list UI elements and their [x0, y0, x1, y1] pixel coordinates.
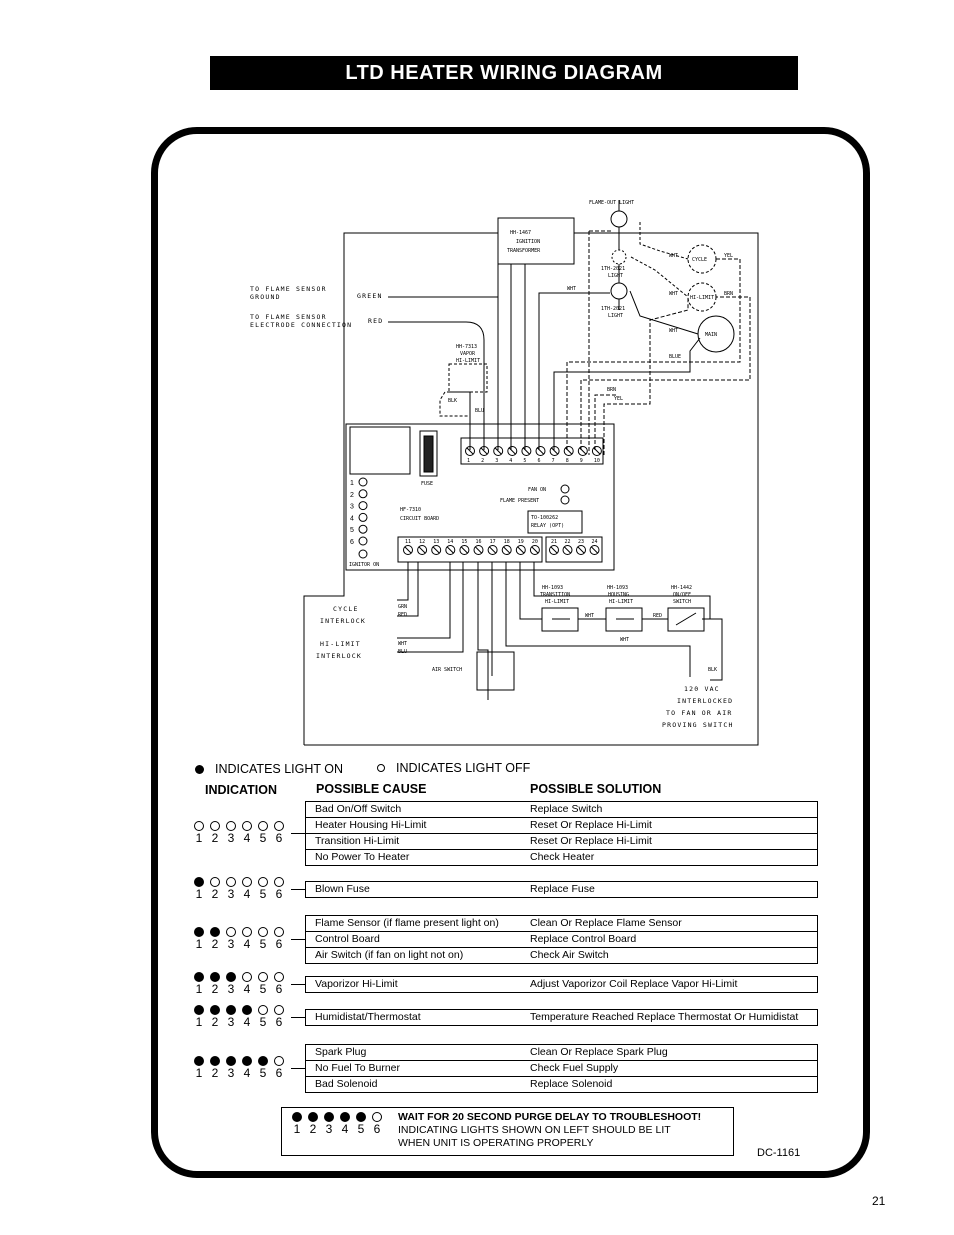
air-switch-label: AIR SWITCH	[432, 667, 463, 673]
wire-blk-1: BLK	[448, 398, 458, 404]
cause-group-3	[305, 915, 818, 964]
light-on-icon	[210, 1005, 220, 1015]
onoff-label-2: ON/OFF	[673, 592, 692, 598]
light-off-icon	[210, 877, 220, 887]
hi-limit-interlock-label-1: HI-LIMIT	[320, 640, 361, 648]
housing-label-2: HOUSING	[608, 592, 630, 598]
onoff-label-1: HH-1442	[671, 585, 693, 591]
light-on-icon	[210, 927, 220, 937]
cause-cell: No Power To Heater	[315, 851, 410, 863]
cause-cell: Air Switch (if fan on light not on)	[315, 949, 464, 961]
cause-cell: Bad On/Off Switch	[315, 803, 402, 815]
wire-blue: BLUE	[669, 354, 682, 360]
terminal-number: 16	[475, 539, 482, 545]
terminal-number: 7	[551, 458, 555, 464]
wire-wht-6: WHT	[585, 613, 595, 619]
light-off-icon	[226, 927, 236, 937]
light-off-icon	[274, 877, 284, 887]
vapor-hi-limit	[449, 364, 487, 392]
indicator-number: 3	[325, 1122, 333, 1136]
indicator-number: 2	[211, 937, 219, 951]
cause-group-2	[305, 881, 818, 898]
status-led	[359, 490, 367, 498]
cause-cell: Spark Plug	[315, 1046, 367, 1058]
main-label: MAIN	[705, 332, 718, 338]
indicator-number: 5	[259, 937, 267, 951]
cause-group-4	[305, 976, 818, 993]
indicator-number: 4	[243, 1015, 251, 1029]
indicator-number: 4	[243, 887, 251, 901]
connector-line	[291, 939, 305, 940]
light-off-icon	[258, 821, 268, 831]
light-on-icon	[324, 1112, 334, 1122]
table-row	[306, 818, 817, 834]
indicator-number: 5	[259, 1015, 267, 1029]
cause-cell: Humidistat/Thermostat	[315, 1011, 421, 1023]
transformer-label-1: HH-1467	[510, 230, 532, 236]
solution-header: POSSIBLE SOLUTION	[530, 782, 662, 796]
solution-cell: Replace Switch	[530, 803, 603, 815]
indicator-number: 2	[211, 1015, 219, 1029]
terminal-number: 9	[579, 458, 583, 464]
note-line-3: WHEN UNIT IS OPERATING PROPERLY	[398, 1137, 594, 1149]
light-2	[611, 283, 627, 299]
power-note-2: INTERLOCKED	[677, 697, 734, 705]
terminal-number: 23	[578, 539, 585, 545]
light-on-icon	[242, 1056, 252, 1066]
terminal-number: 12	[419, 539, 426, 545]
wire-wht-1: WHT	[669, 253, 679, 259]
light-off-icon	[226, 877, 236, 887]
indicator-number: 2	[211, 1066, 219, 1080]
light-off-icon	[242, 927, 252, 937]
solution-cell: Reset Or Replace Hi-Limit	[530, 819, 652, 831]
wire-brn-2: BRN	[607, 387, 617, 393]
cycle-interlock-label-1: CYCLE	[333, 605, 359, 613]
connector-line	[291, 984, 305, 985]
terminal-number: 19	[517, 539, 524, 545]
legend-on-label: INDICATES LIGHT ON	[215, 762, 344, 776]
indicator-lights-5	[194, 1005, 294, 1029]
wire-wht-5: WHT	[398, 641, 408, 647]
indicator-number: 6	[275, 1066, 283, 1080]
indicator-number: 3	[227, 831, 235, 845]
vapor-hi-limit-label-1: HH-7313	[456, 344, 478, 350]
status-led	[359, 513, 367, 521]
led-number: 6	[350, 539, 354, 546]
indicator-number: 1	[195, 982, 203, 996]
indicator-number: 2	[211, 982, 219, 996]
terminal-number: 13	[433, 539, 440, 545]
terminal-number: 8	[565, 458, 569, 464]
light-on-icon	[340, 1112, 350, 1122]
table-row	[306, 850, 817, 865]
transformer-label-3: TRANSFORMER	[507, 248, 541, 254]
light-on-icon	[194, 877, 204, 887]
solution-cell: Check Fuel Supply	[530, 1062, 619, 1074]
indicator-number: 6	[275, 831, 283, 845]
flame-present-label: FLAME PRESENT	[500, 498, 540, 504]
indicator-number: 1	[195, 831, 203, 845]
legend-off	[377, 761, 530, 775]
cause-cell: No Fuel To Burner	[315, 1062, 401, 1074]
table-row	[306, 882, 817, 897]
light-on-icon	[226, 1005, 236, 1015]
wire-wht-4: WHT	[567, 286, 577, 292]
fan-on-led	[561, 485, 569, 493]
terminal-number: 22	[564, 539, 571, 545]
cause-cell: Vaporizor Hi-Limit	[315, 978, 398, 990]
cause-group-6	[305, 1044, 818, 1093]
indicator-number: 6	[275, 887, 283, 901]
light-on-icon	[242, 1005, 252, 1015]
fan-on-label: FAN ON	[528, 487, 547, 493]
red-wire-label: RED	[368, 317, 384, 325]
light-2-label-2: LIGHT	[608, 313, 624, 319]
indicator-lights-6	[194, 1056, 294, 1080]
led-number: 2	[350, 491, 354, 499]
connector-line	[291, 1017, 305, 1018]
terminal-number: 21	[551, 539, 558, 545]
indicator-number: 3	[227, 937, 235, 951]
solution-cell: Reset Or Replace Hi-Limit	[530, 835, 652, 847]
green-wire-label: GREEN	[357, 292, 383, 300]
indicator-number: 6	[275, 1015, 283, 1029]
housing-label-1: HH-1093	[607, 585, 629, 591]
transformer-label-2: IGNITION	[516, 239, 541, 245]
indicator-number: 1	[195, 1066, 203, 1080]
terminal-number: 17	[489, 539, 496, 545]
wire-blk-2: BLK	[708, 667, 718, 673]
table-row	[306, 1045, 817, 1061]
connector-line	[291, 889, 305, 890]
page-number: 21	[872, 1194, 886, 1208]
wire-yel-1: YEL	[724, 253, 734, 259]
wire-red-1: RED	[398, 612, 408, 618]
indicator-number: 3	[227, 1015, 235, 1029]
terminal-number: 6	[537, 458, 541, 464]
solution-cell: Adjust Vaporizor Coil Replace Vapor Hi-Limit	[530, 978, 738, 990]
flame-out-light-label: FLAME-OUT LIGHT	[589, 200, 635, 206]
cause-cell: Blown Fuse	[315, 883, 370, 895]
indicator-number: 4	[243, 982, 251, 996]
light-on-icon	[308, 1112, 318, 1122]
power-note-1: 120 VAC	[684, 685, 720, 693]
light-on-icon	[258, 1056, 268, 1066]
table-row	[306, 802, 817, 818]
indicator-number: 1	[195, 1015, 203, 1029]
solution-cell: Temperature Reached Replace Thermostat Or Humidistat	[530, 1011, 799, 1023]
indicator-number: 3	[227, 887, 235, 901]
solution-cell: Check Heater	[530, 851, 595, 863]
power-note-4: PROVING SWITCH	[662, 721, 734, 729]
wire-red-2: RED	[653, 613, 663, 619]
indicator-number: 5	[357, 1122, 365, 1136]
solution-cell: Replace Control Board	[530, 933, 637, 945]
light-on-icon	[210, 1056, 220, 1066]
note-line-2: INDICATING LIGHTS SHOWN ON LEFT SHOULD BE LIT	[398, 1124, 671, 1136]
onoff-label-3: SWITCH	[673, 599, 692, 605]
cause-cell: Transition Hi-Limit	[315, 835, 400, 847]
relay-label-2: RELAY (OPT)	[531, 523, 565, 529]
terminal-number: 3	[495, 458, 499, 464]
indicator-number: 6	[275, 937, 283, 951]
light-on-icon	[226, 1056, 236, 1066]
indicator-number: 1	[293, 1122, 301, 1136]
light-1-label-1: 1TH-2021	[601, 266, 626, 272]
wire-wht-3: WHT	[669, 328, 679, 334]
indicator-number: 1	[195, 937, 203, 951]
connector-line	[291, 833, 305, 834]
flame-present-led	[561, 496, 569, 504]
light-1	[612, 250, 626, 264]
indicator-number: 4	[243, 937, 251, 951]
indicator-number: 3	[227, 982, 235, 996]
table-row	[306, 916, 817, 932]
light-off-icon	[242, 972, 252, 982]
terminal-number: 20	[531, 539, 538, 545]
transition-label-1: HH-1093	[542, 585, 564, 591]
cause-header: POSSIBLE CAUSE	[316, 782, 427, 796]
terminal-number: 15	[461, 539, 468, 545]
cycle-interlock-label-2: INTERLOCK	[320, 617, 367, 625]
table-row	[306, 1061, 817, 1077]
light-off-icon	[274, 972, 284, 982]
indicator-number: 2	[309, 1122, 317, 1136]
indication-header: INDICATION	[205, 783, 277, 797]
circuit-board-label-1: HF-7310	[400, 507, 422, 513]
table-row	[306, 948, 817, 963]
wire-wht-7: WHT	[620, 637, 630, 643]
cause-cell: Flame Sensor (if flame present light on)	[315, 917, 499, 929]
terminal-number: 10	[593, 458, 600, 464]
light-on-icon	[226, 972, 236, 982]
led-number: 5	[350, 527, 354, 535]
status-led	[359, 537, 367, 545]
legend-off-label: INDICATES LIGHT OFF	[396, 761, 531, 775]
table-row	[306, 977, 817, 992]
terminal-number: 5	[523, 458, 527, 464]
ignitor-on-label: IGNITOR ON	[349, 562, 380, 568]
indicator-number: 6	[275, 982, 283, 996]
terminal-number: 11	[405, 539, 412, 545]
hi-limit-label: HI-LIMIT	[690, 295, 715, 301]
circuit-board-label-2: CIRCUIT BOARD	[400, 516, 440, 522]
flame-sensor-electrode-label-1: TO FLAME SENSOR	[250, 313, 327, 321]
indicator-number: 5	[259, 1066, 267, 1080]
document-code: DC-1161	[757, 1147, 801, 1159]
wire-grn: GRN	[398, 604, 408, 610]
terminal-number: 4	[509, 458, 513, 464]
indicator-number: 4	[243, 831, 251, 845]
solution-cell: Replace Fuse	[530, 883, 595, 895]
solution-cell: Replace Solenoid	[530, 1078, 613, 1090]
light-off-icon	[226, 821, 236, 831]
terminal-number: 2	[481, 458, 485, 464]
light-off-icon	[258, 972, 268, 982]
light-on-icon	[194, 1056, 204, 1066]
light-off-icon	[210, 821, 220, 831]
light-on-icon	[195, 765, 204, 774]
indicator-number: 5	[259, 887, 267, 901]
flame-sensor-ground-label-1: TO FLAME SENSOR	[250, 285, 327, 293]
status-led	[359, 502, 367, 510]
wire-yel-2: YEL	[614, 396, 624, 402]
flame-out-light	[611, 211, 627, 227]
light-off-icon	[274, 927, 284, 937]
note-indicator	[292, 1112, 392, 1136]
wire-brn-1: BRN	[724, 291, 734, 297]
light-on-icon	[194, 972, 204, 982]
light-1-label-2: LIGHT	[608, 273, 624, 279]
light-off-icon	[377, 764, 385, 772]
indicator-number: 4	[341, 1122, 349, 1136]
legend-on	[195, 762, 343, 776]
light-2-label-1: 1TH-2021	[601, 306, 626, 312]
connector-line	[291, 1068, 305, 1069]
indicator-number: 4	[243, 1066, 251, 1080]
light-off-icon	[372, 1112, 382, 1122]
air-switch	[477, 652, 514, 690]
indicator-number: 2	[211, 887, 219, 901]
indicator-number: 1	[195, 887, 203, 901]
flame-sensor-ground-label-2: GROUND	[250, 293, 281, 301]
light-off-icon	[194, 821, 204, 831]
solution-cell: Check Air Switch	[530, 949, 609, 961]
housing-label-3: HI-LIMIT	[609, 599, 634, 605]
indicator-number: 6	[373, 1122, 381, 1136]
relay-label-1: TO-100262	[531, 515, 559, 521]
light-on-icon	[194, 927, 204, 937]
table-row	[306, 1077, 817, 1092]
page-title: LTD HEATER WIRING DIAGRAM	[210, 56, 798, 90]
cause-group-5	[305, 1009, 818, 1026]
indicator-number: 3	[227, 1066, 235, 1080]
ignitor-led	[359, 550, 367, 558]
indicator-number: 5	[259, 831, 267, 845]
purge-note-box	[281, 1107, 734, 1156]
terminal-number: 1	[467, 458, 471, 464]
note-line-1: WAIT FOR 20 SECOND PURGE DELAY TO TROUBLESHOOT!	[398, 1111, 702, 1123]
transition-label-3: HI-LIMIT	[545, 599, 570, 605]
table-row	[306, 1010, 817, 1025]
light-on-icon	[210, 972, 220, 982]
indicator-lights-4	[194, 972, 294, 996]
indicator-number: 5	[259, 982, 267, 996]
indicator-number: 2	[211, 831, 219, 845]
light-on-icon	[194, 1005, 204, 1015]
indicator-lights-3	[194, 927, 294, 951]
transition-label-2: TRANSITION	[540, 592, 571, 598]
terminal-number: 14	[447, 539, 454, 545]
led-number: 4	[350, 515, 354, 523]
cause-cell: Heater Housing Hi-Limit	[315, 819, 427, 831]
power-note-3: TO FAN OR AIR	[666, 709, 733, 717]
light-off-icon	[274, 1005, 284, 1015]
board-component	[350, 427, 410, 474]
cycle-label: CYCLE	[692, 257, 708, 263]
led-number: 1	[350, 480, 354, 487]
status-led	[359, 525, 367, 533]
status-led	[359, 478, 367, 486]
solution-cell: Clean Or Replace Spark Plug	[530, 1046, 668, 1058]
light-on-icon	[292, 1112, 302, 1122]
vapor-hi-limit-label-2: VAPOR	[460, 351, 476, 357]
light-off-icon	[242, 877, 252, 887]
fuse-label: FUSE	[421, 481, 434, 487]
terminal-number: 24	[591, 539, 598, 545]
vapor-hi-limit-label-3: HI-LIMIT	[456, 358, 481, 364]
flame-sensor-electrode-label-2: ELECTRODE CONNECTION	[250, 321, 353, 329]
wire-blu-2: BLU	[398, 649, 408, 655]
light-on-icon	[356, 1112, 366, 1122]
table-row	[306, 932, 817, 948]
table-row	[306, 834, 817, 850]
light-off-icon	[274, 821, 284, 831]
cause-cell: Bad Solenoid	[315, 1078, 378, 1090]
cause-group-1	[305, 801, 818, 866]
circuit-board	[346, 424, 614, 570]
indicator-lights-1	[194, 821, 294, 845]
cause-cell: Control Board	[315, 933, 380, 945]
hi-limit-interlock-label-2: INTERLOCK	[316, 652, 363, 660]
light-off-icon	[242, 821, 252, 831]
indicator-lights-2	[194, 877, 294, 901]
light-off-icon	[258, 877, 268, 887]
wire-wht-2: WHT	[669, 291, 679, 297]
light-off-icon	[258, 1005, 268, 1015]
light-off-icon	[258, 927, 268, 937]
wire-blu-1: BLU	[475, 408, 485, 414]
led-number: 3	[350, 503, 354, 511]
terminal-number: 18	[503, 539, 510, 545]
light-off-icon	[274, 1056, 284, 1066]
solution-cell: Clean Or Replace Flame Sensor	[530, 917, 682, 929]
